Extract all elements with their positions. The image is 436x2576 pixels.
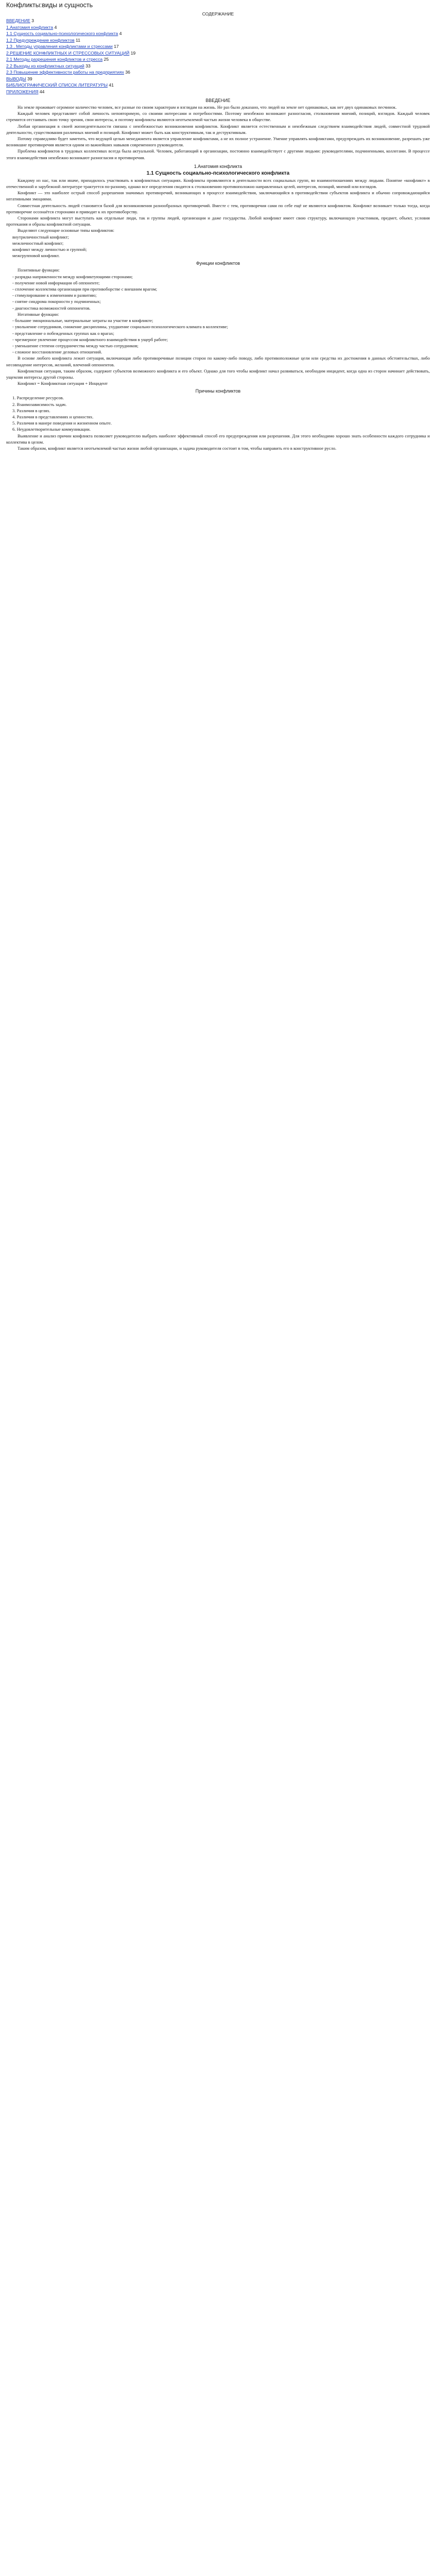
- list-item: - представление о побежденных группах как о врагах;: [12, 330, 114, 336]
- toc-page-number: 3: [31, 18, 34, 23]
- list-item: конфликт между личностью и группой;: [12, 247, 87, 252]
- causes-heading: Причины конфликтов: [195, 388, 241, 394]
- paragraph: Таким образом, конфликт является неотъемлемой частью жизни любой организации, и задача руководителя состоит в том, чтобы направить его в конструктивное русло.: [18, 445, 337, 451]
- list-item: 2. Взаимозависимость задач.: [12, 401, 67, 407]
- list-item: - получение новой информации об оппоненте;: [12, 280, 100, 285]
- section-heading: 1.1 Сущность социально-психологического конфликта: [146, 170, 290, 176]
- paragraph: Выявление и анализ причин конфликта позволяет руководителю выбрать наиболее эффективный способ его предупреждения или разрешения. Для этого необходимо хорошо знать особенности каждого сотрудника и коллектива в целом.: [6, 433, 430, 445]
- toc-link[interactable]: ПРИЛОЖЕНИЯ: [6, 89, 39, 94]
- paragraph: В основе любого конфликта лежит ситуация, включающая либо противоречивые позиции сторон по какому-либо поводу, либо противоположные цели или средства их достижения в данных обстоятельствах, либо несовпадение интересов, желаний, влечений оппонентов.: [6, 355, 430, 367]
- table-of-contents: [6, 18, 430, 95]
- introduction-heading: ВВЕДЕНИЕ: [205, 98, 231, 103]
- toc-page-number: 17: [114, 44, 119, 49]
- toc-link[interactable]: ВЫВОДЫ: [6, 76, 26, 81]
- list-item: - стимулирование к изменениям и развитию;: [12, 293, 97, 298]
- toc-item: [6, 24, 430, 31]
- formula-note: Конфликт = Конфликтная ситуация + Инцидент: [18, 381, 108, 386]
- toc-link[interactable]: 1.2 Предупреждение конфликтов: [6, 37, 75, 43]
- paragraph: Потому справедливо будет заметить, что ведущей целью менеджмента является управление конфликтами, а не их полное устранение. Умение управлять конфликтами, предупреждать их возникновение, разрешать уже возникшие противоречия является одним из важнейших навыков современного руководителя.: [6, 136, 430, 148]
- list-item: - сплочение коллектива организации при противоборстве с внешним врагом;: [12, 286, 158, 292]
- toc-link[interactable]: 2.2 Выходы из конфликтных ситуаций: [6, 63, 84, 69]
- toc-item: [6, 30, 430, 37]
- list-item: 5. Различия в манере поведения и жизненном опыте.: [12, 420, 112, 426]
- toc-link[interactable]: 2.1 Методы разрешения конфликтов и стресса: [6, 57, 103, 62]
- paragraph: На земле проживает огромное количество человек, все разные по своим характерам и взглядам на жизнь. Не раз было доказано, что людей на земле нет одинаковых, как нет двух одинаковых песчинок.: [18, 105, 397, 110]
- list-item: 3. Различия в целях.: [12, 408, 50, 413]
- chapter-heading: 1.Анатомия конфликта: [194, 163, 242, 169]
- toc-page-number: 44: [39, 89, 45, 94]
- toc-item: [6, 89, 430, 95]
- list-item: межгрупповой конфликт.: [12, 253, 60, 259]
- toc-link[interactable]: 1.Анатомия конфликта: [6, 24, 54, 30]
- paragraph: Проблема конфликтов в трудовых коллективах всегда была актуальной. Человек, работающий в организации, постоянно взаимодействует с другими людьми: руководителями, подчиненными, коллегами. В процессе этого взаимодействия неизбежно возникают разногласия и противоречия.: [6, 148, 430, 160]
- list-item: - уменьшение степени сотрудничества между частью сотрудников;: [12, 343, 138, 348]
- toc-page-number: 39: [27, 76, 32, 81]
- toc-page-number: 25: [103, 57, 109, 62]
- toc-page-number: 33: [85, 63, 91, 69]
- toc-item: [6, 37, 430, 44]
- list-item: - сложное восстановление деловых отношений.: [12, 349, 102, 355]
- paragraph: Любая организация в своей жизнедеятельности связана с неизбежностью возникновения конфликтов. Конфликт является естественным и неизбежным следствием взаимодействия людей, совместной трудовой деятельности, существования различных мнений и позиций. Конфликт может быть как конструктивным, так и деструктивным.: [6, 123, 430, 135]
- toc-item: [6, 63, 430, 70]
- toc-item: [6, 69, 430, 76]
- toc-page-number: 4: [119, 31, 122, 36]
- positive-functions-intro: Позитивные функции:: [18, 267, 60, 273]
- list-item: - увольнение сотрудников, снижение дисциплины, ухудшение социально-психологического климата в коллективе;: [12, 324, 228, 330]
- toc-link[interactable]: 1.1 Сущность социально-психологического конфликта: [6, 31, 118, 36]
- list-item: - диагностика возможностей оппонентов.: [12, 305, 91, 311]
- list-item: внутриличностный конфликт;: [12, 234, 69, 240]
- toc-item: [6, 43, 430, 50]
- list-item: межличностный конфликт;: [12, 240, 64, 246]
- list-item: 1. Распределение ресурсов.: [12, 395, 64, 401]
- paragraph: Каждый человек представляет собой личность неповторимую, со своими интересами и потребностями. Поэтому неизбежно возникают разногласия, столкновения мнений, позиций, взглядов. Каждый человек стремится отстаивать свою точку зрения, свои интересы, и поэтому конфликты являются неотъемлемой частью жизни человека в обществе.: [6, 111, 430, 123]
- functions-heading: Функции конфликтов: [196, 261, 240, 266]
- paragraph: Сторонами конфликта могут выступать как отдельные люди, так и группы людей, организации и даже государства. Любой конфликт имеет свою структуру, включающую участников, предмет, объект, условия протекания и образы конфликтной ситуации.: [6, 215, 430, 227]
- paragraph: Каждому из нас, так или иначе, приходилось участвовать в конфликтных ситуациях. Конфликты проявляются в деятельности всех социальных групп, во взаимоотношениях между людьми. Понятие «конфликт» в отечественной и зарубежной литературе трактуется по-разному, однако все определения сводятся к столкновению противоположно направленных целей, интересов, позиций, мнений или взглядов.: [6, 177, 430, 190]
- list-item: 6. Неудовлетворительные коммуникации.: [12, 427, 91, 432]
- types-intro: Выделяют следующие основные типы конфликтов:: [18, 228, 115, 233]
- toc-link[interactable]: БИБЛИОГРАФИЧЕСКИЙ СПИСОК ЛИТЕРАТУРЫ: [6, 82, 108, 88]
- toc-item: [6, 56, 430, 63]
- toc-page-number: 41: [109, 82, 114, 88]
- toc-link[interactable]: 2.РЕШЕНИЕ КОНФЛИКТНЫХ И СТРЕССОВЫХ СИТУАЦИЙ: [6, 50, 130, 56]
- negative-functions-intro: Негативные функции:: [18, 311, 59, 317]
- paragraph: Совместная деятельность людей становится базой для возникновения разнообразных противоречий. Вместе с тем, противоречия сами по себе ещё не являются конфликтом. Конфликт возникает только тогда, когда противоречие осознаётся сторонами и приводит к их противоборству.: [6, 202, 430, 214]
- list-item: - снятие синдрома покорности у подчиненных;: [12, 299, 101, 304]
- toc-link[interactable]: 1.3 . Методы управления конфликтами и стрессами: [6, 44, 113, 49]
- paragraph: Конфликт — это наиболее острый способ разрешения значимых противоречий, возникающих в процессе взаимодействия, заключающийся в противодействии субъектов конфликта и обычно сопровождающийся негативными эмоциями.: [6, 190, 430, 202]
- toc-link[interactable]: ВВЕДЕНИЕ: [6, 18, 30, 23]
- toc-page-number: 19: [130, 50, 136, 56]
- toc-item: [6, 50, 430, 57]
- document-title: Конфликты:виды и сущность: [6, 2, 93, 9]
- contents-heading: СОДЕРЖАНИЕ: [202, 11, 234, 16]
- toc-page-number: 36: [125, 70, 130, 75]
- toc-page-number: 4: [54, 24, 57, 30]
- list-item: 4. Различия в представлениях и ценностях.: [12, 414, 94, 419]
- paragraph: Конфликтная ситуация, таким образом, содержит субъектов возможного конфликта и его объект. Однако для того чтобы конфликт начал развиваться, необходим инцидент, когда одна из сторон начинает действовать, ущемляя интересы другой стороны.: [6, 368, 430, 380]
- toc-item: [6, 18, 430, 24]
- toc-item: [6, 82, 430, 89]
- toc-link[interactable]: 2.3 Повышение эффективности работы на предприятиях: [6, 70, 124, 75]
- list-item: - разрядка напряженности между конфликтующими сторонами;: [12, 274, 133, 279]
- list-item: - большие эмоциональные, материальные затраты на участие в конфликте;: [12, 318, 153, 324]
- list-item: - чрезмерное увлечение процессом конфликтного взаимодействия в ущерб работе;: [12, 336, 168, 342]
- toc-page-number: 11: [76, 37, 80, 43]
- toc-item: [6, 76, 430, 82]
